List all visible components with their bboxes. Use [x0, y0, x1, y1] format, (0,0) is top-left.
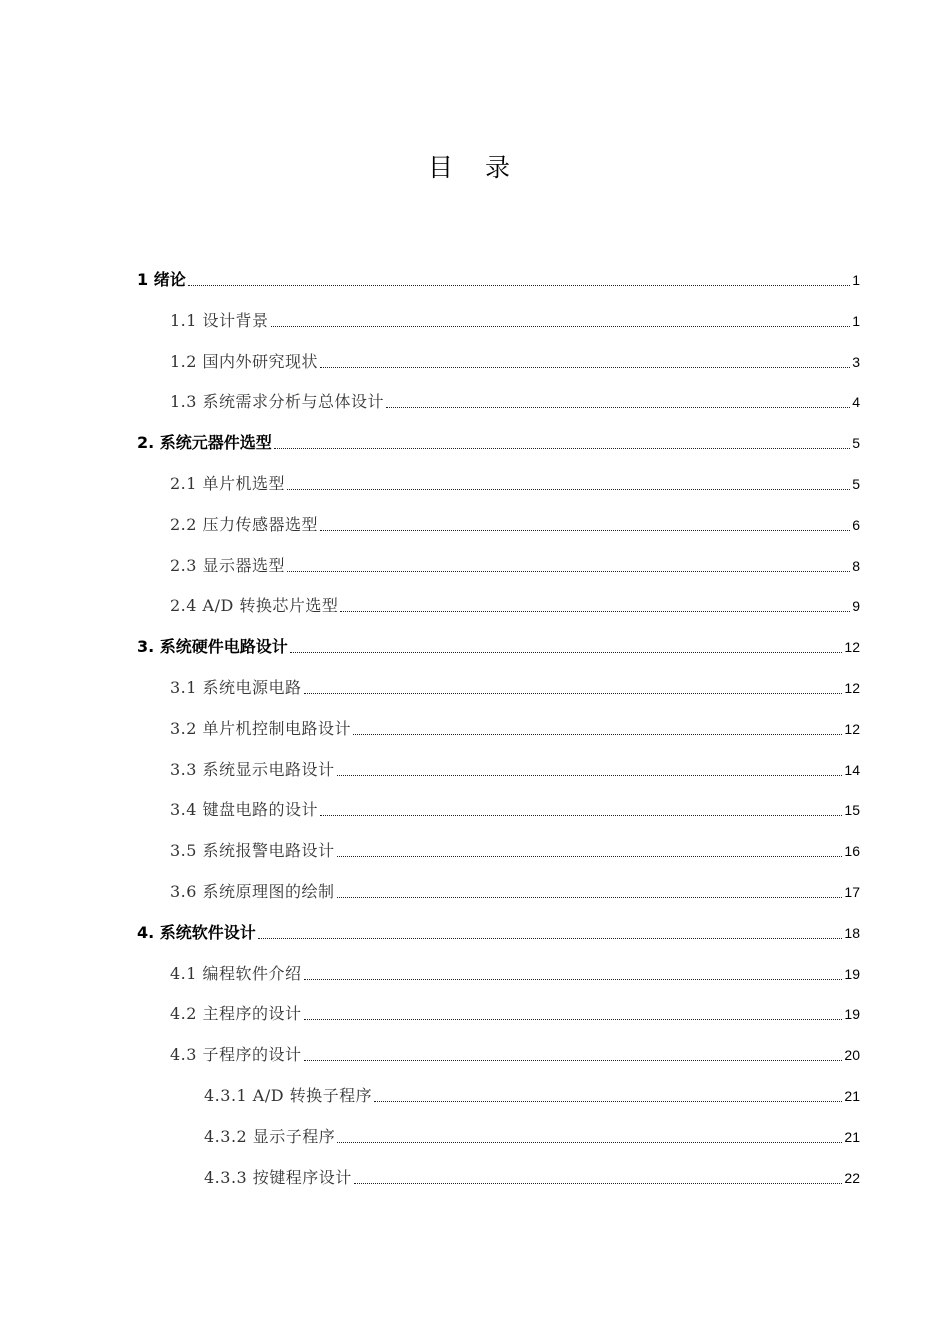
- toc-entry-page: 4: [852, 394, 860, 411]
- toc-entry[interactable]: [170, 670, 860, 698]
- toc-title: 目 录: [428, 153, 522, 182]
- toc-entry-label: 3.6 系统原理图的绘制: [170, 882, 335, 901]
- toc-entry-page: 14: [844, 761, 860, 778]
- toc-entry-label: 3.4 键盘电路的设计: [170, 800, 319, 820]
- toc-entry[interactable]: [170, 466, 860, 494]
- toc-entry-page: 12: [844, 680, 860, 696]
- toc-entry-label: 2.1 单片机选型: [170, 474, 286, 493]
- toc-entry-page: 5: [852, 435, 860, 452]
- toc-entry[interactable]: [137, 262, 860, 290]
- toc-entry-label: 1 绪论: [137, 270, 186, 289]
- toc-entry-page: 3: [852, 353, 860, 370]
- toc-leader-dots: [337, 1142, 842, 1143]
- toc-leader-dots: [287, 489, 850, 490]
- toc-leader-dots: [320, 815, 842, 816]
- toc-leader-dots: [386, 407, 850, 408]
- toc-entry-page: 12: [844, 639, 860, 656]
- toc-entry-label: 1.2 国内外研究现状: [170, 351, 319, 371]
- toc-entry[interactable]: [170, 711, 860, 739]
- toc-entry-label: 4.3.3 按键程序设计: [204, 1167, 352, 1187]
- toc-entry-label: 4.2 主程序的设计: [170, 1004, 302, 1024]
- toc-entry-label: 4.3.2 显示子程序: [204, 1126, 336, 1146]
- toc-entry[interactable]: [170, 588, 860, 616]
- toc-leader-dots: [337, 856, 843, 857]
- toc-entry[interactable]: [170, 792, 860, 820]
- toc-entry[interactable]: [170, 996, 860, 1024]
- toc-entry-page: 8: [852, 557, 860, 574]
- toc-entry-label: 1.1 设计背景: [170, 310, 269, 330]
- toc-entry-page: 17: [844, 884, 860, 900]
- toc-entry-page: 15: [844, 802, 860, 819]
- toc-entry-label: 3.2 单片机控制电路设计: [170, 718, 352, 738]
- toc-entry[interactable]: [204, 1078, 860, 1106]
- toc-entry-label: 3.1 系统电源电路: [170, 678, 302, 697]
- toc-leader-dots: [320, 530, 850, 531]
- toc-entry[interactable]: [137, 915, 860, 943]
- toc-leader-dots: [374, 1101, 842, 1102]
- toc-leader-dots: [188, 285, 850, 286]
- toc-entry[interactable]: [137, 425, 860, 453]
- toc-entry-label: 3. 系统硬件电路设计: [137, 637, 288, 657]
- toc-entry[interactable]: [204, 1160, 860, 1188]
- toc-entry-page: 12: [844, 720, 860, 737]
- toc-entry[interactable]: [170, 548, 860, 576]
- toc-entry[interactable]: [137, 629, 860, 657]
- toc-entry[interactable]: [170, 1037, 860, 1065]
- toc-leader-dots: [304, 1060, 843, 1061]
- toc-leader-dots: [274, 448, 850, 449]
- toc-leader-dots: [304, 979, 843, 980]
- toc-entry[interactable]: [170, 956, 860, 984]
- toc-entry-page: 21: [844, 1088, 860, 1104]
- toc-leader-dots: [287, 571, 850, 572]
- toc-entry-page: 16: [844, 843, 860, 860]
- toc-entry[interactable]: [204, 1119, 860, 1147]
- toc-entry[interactable]: [170, 507, 860, 535]
- toc-entry-label: 1.3 系统需求分析与总体设计: [170, 392, 385, 412]
- toc-leader-dots: [354, 1183, 843, 1184]
- toc-entry-label: 4.3.1 A/D 转换子程序: [204, 1086, 373, 1105]
- toc-entry[interactable]: [170, 752, 860, 780]
- toc-entry-page: 1: [852, 272, 860, 288]
- toc-entry-page: 19: [844, 965, 860, 982]
- toc-entry-page: 19: [844, 1006, 860, 1023]
- toc-entry-label: 4.1 编程软件介绍: [170, 963, 302, 983]
- toc-entry[interactable]: [170, 303, 860, 331]
- toc-entry-page: 21: [844, 1128, 860, 1145]
- toc-entry-page: 9: [852, 598, 860, 615]
- toc-leader-dots: [320, 367, 850, 368]
- toc-leader-dots: [337, 897, 843, 898]
- toc-entry-label: 3.5 系统报警电路设计: [170, 841, 335, 861]
- toc-entry-label: 2.3 显示器选型: [170, 555, 286, 575]
- toc-entry-page: 6: [852, 516, 860, 533]
- toc-entry-label: 4.3 子程序的设计: [170, 1045, 302, 1065]
- toc-leader-dots: [290, 652, 843, 653]
- toc-leader-dots: [304, 693, 843, 694]
- toc-entry-label: 4. 系统软件设计: [137, 922, 256, 942]
- toc-entry[interactable]: [170, 384, 860, 412]
- toc-leader-dots: [271, 326, 851, 327]
- toc-leader-dots: [353, 734, 842, 735]
- toc-leader-dots: [304, 1019, 843, 1020]
- toc-entry-page: 18: [844, 924, 860, 941]
- toc-entry-label: 3.3 系统显示电路设计: [170, 759, 335, 779]
- toc-leader-dots: [258, 938, 843, 939]
- toc-entry-page: 5: [852, 476, 860, 492]
- toc-entry-label: 2.2 压力传感器选型: [170, 514, 319, 534]
- toc-leader-dots: [337, 775, 843, 776]
- toc-entry-page: 22: [844, 1169, 860, 1186]
- toc-entry[interactable]: [170, 874, 860, 902]
- toc-entry-page: 1: [852, 312, 860, 329]
- toc-entry-label: 2.4 A/D 转换芯片选型: [170, 596, 339, 616]
- toc-entry-label: 2. 系统元器件选型: [137, 433, 272, 453]
- toc-entry-page: 20: [844, 1047, 860, 1064]
- toc-entry[interactable]: [170, 833, 860, 861]
- toc-entry[interactable]: [170, 344, 860, 372]
- toc-leader-dots: [340, 611, 850, 612]
